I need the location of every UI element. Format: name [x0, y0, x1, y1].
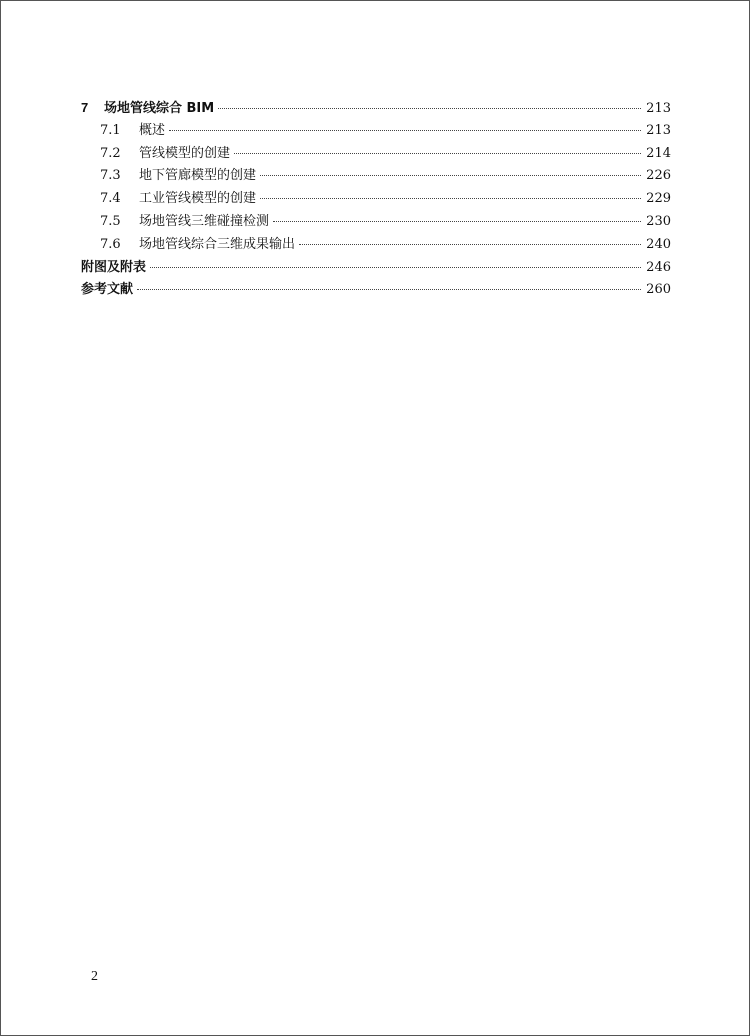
toc-leader-dots	[218, 108, 641, 109]
toc-page-number: 213	[646, 122, 671, 138]
toc-section-title: 地下管廊模型的创建	[139, 168, 257, 184]
toc-page-number: 230	[646, 213, 671, 229]
toc-section-number: 7.5	[100, 213, 121, 229]
toc-leader-dots	[260, 198, 641, 199]
toc-section-number: 7.4	[100, 191, 121, 207]
toc-page-number: 240	[646, 236, 671, 252]
toc-section-7-4[interactable]	[81, 188, 671, 211]
toc-section-number: 7.3	[100, 168, 121, 184]
toc-section-7-5[interactable]	[81, 211, 671, 234]
toc-section-7-6[interactable]	[81, 234, 671, 257]
toc-section-7-2[interactable]	[81, 143, 671, 166]
toc-leader-dots	[299, 244, 641, 245]
toc-section-number: 7.2	[100, 145, 121, 161]
toc-appendix-title: 附图及附表	[81, 259, 147, 275]
toc-leader-dots	[234, 153, 641, 154]
toc-leader-dots	[150, 267, 641, 268]
toc-chapter-title: 场地管线综合 BIM	[104, 101, 215, 116]
table-of-contents	[81, 97, 671, 302]
toc-leader-dots	[169, 130, 641, 131]
toc-section-number: 7.6	[100, 236, 121, 252]
toc-leader-dots	[137, 289, 641, 290]
toc-section-title: 管线模型的创建	[139, 145, 231, 161]
toc-leader-dots	[260, 175, 641, 176]
toc-chapter-number: 7	[81, 100, 89, 115]
toc-chapter-7[interactable]	[81, 97, 671, 120]
toc-leader-dots	[273, 221, 641, 222]
toc-references[interactable]	[81, 279, 671, 302]
toc-section-7-1[interactable]	[81, 120, 671, 143]
toc-page-number: 214	[646, 145, 671, 161]
footer-page-number: 2	[91, 969, 98, 984]
toc-page-number: 226	[646, 168, 671, 184]
toc-section-title: 场地管线综合三维成果输出	[139, 236, 296, 252]
toc-page-number: 246	[646, 259, 671, 275]
toc-page-number: 213	[646, 101, 671, 116]
toc-section-7-3[interactable]	[81, 165, 671, 188]
toc-section-title: 概述	[139, 122, 166, 138]
toc-references-title: 参考文献	[81, 282, 134, 298]
toc-section-number: 7.1	[100, 122, 121, 138]
toc-section-title: 工业管线模型的创建	[139, 191, 257, 207]
toc-page-number: 260	[646, 282, 671, 298]
toc-page-number: 229	[646, 191, 671, 207]
toc-appendix[interactable]	[81, 257, 671, 280]
toc-section-title: 场地管线三维碰撞检测	[139, 213, 270, 229]
